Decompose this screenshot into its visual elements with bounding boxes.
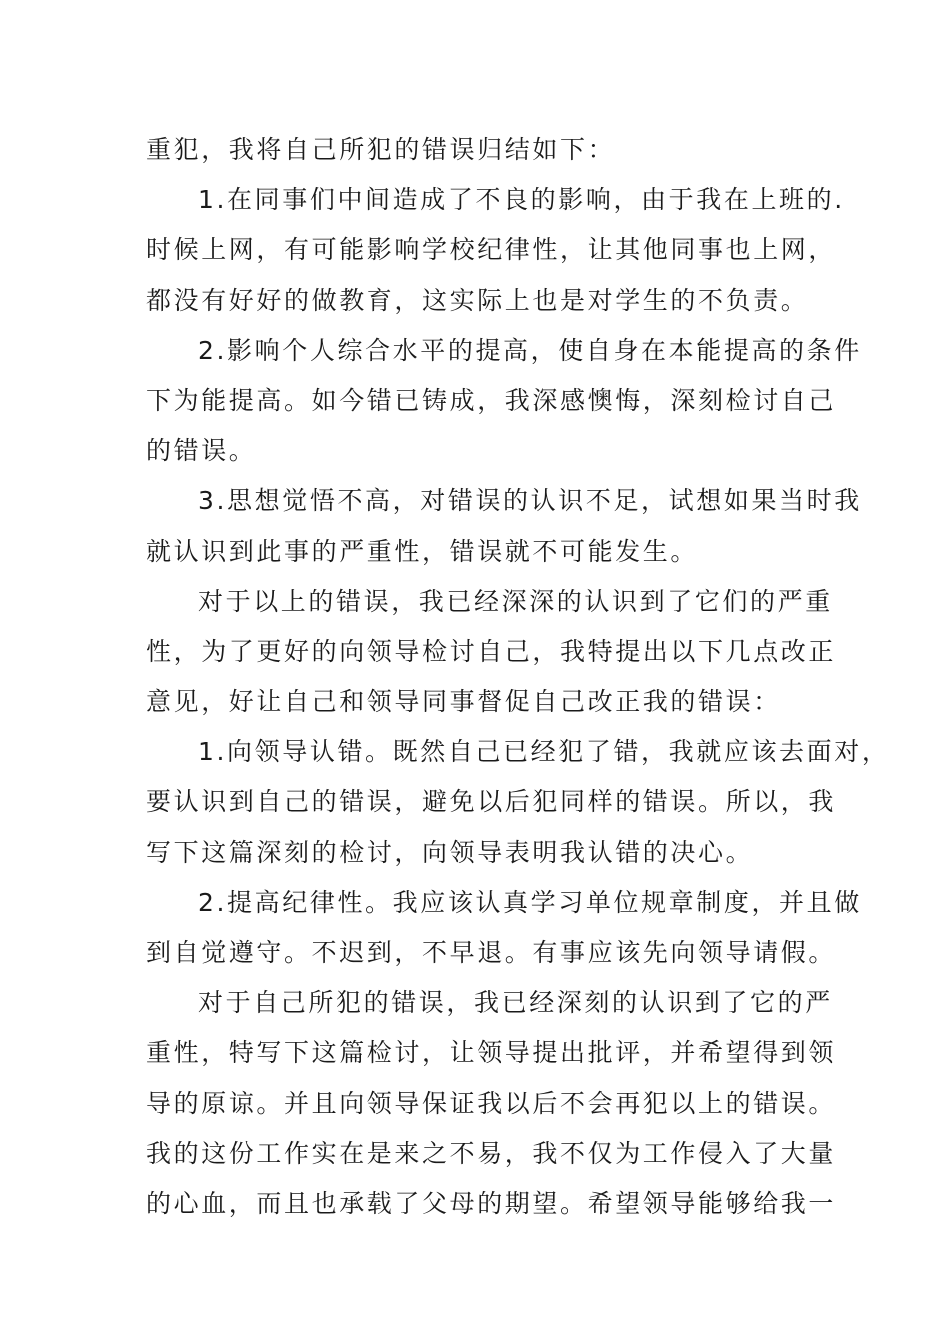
text-line: 到自觉遵守。不迟到，不早退。有事应该先向领导请假。 <box>146 938 837 967</box>
text-line: 就认识到此事的严重性，错误就不可能发生。 <box>146 536 699 566</box>
text-line: 对于以上的错误，我已经深深的认识到了它们的严重 <box>198 586 833 616</box>
text-line: 2.影响个人综合水平的提高，使自身在本能提高的条件 <box>198 335 862 365</box>
text-line: 要认识到自己的错误，避免以后犯同样的错误。所以，我 <box>146 787 837 817</box>
text-line: 的错误。 <box>146 436 257 466</box>
text-line: 性，为了更好的向领导检讨自己，我特提出以下几点改正 <box>146 636 837 666</box>
text-line: 下为能提高。如今错已铸成，我深感懊悔，深刻检讨自己 <box>146 385 837 415</box>
text-line: 1.向领导认错。既然自己已经犯了错，我就应该去面对， <box>198 737 890 767</box>
text-line: 都没有好好的做教育，这实际上也是对学生的不负责。 <box>146 285 809 315</box>
text-line: 2.提高纪律性。我应该认真学习单位规章制度，并且做 <box>198 887 862 917</box>
text-line: 写下这篇深刻的检讨，向领导表明我认错的决心。 <box>146 837 754 867</box>
text-line: 3.思想觉悟不高，对错误的认识不足，试想如果当时我 <box>198 486 862 516</box>
text-line: 重犯，我将自己所犯的错误归结如下： <box>146 135 616 164</box>
text-line: 时候上网，有可能影响学校纪律性，让其他同事也上网， <box>146 235 837 265</box>
text-line: 重性，特写下这篇检讨，让领导提出批评，并希望得到领 <box>146 1038 837 1068</box>
text-line: 意见，好让自己和领导同事督促自己改正我的错误： <box>146 687 781 717</box>
text-line: 1.在同事们中间造成了不良的影响，由于我在上班的. <box>198 185 845 215</box>
text-line: 我的这份工作实在是来之不易，我不仅为工作侵入了大量 <box>146 1138 837 1168</box>
text-line: 对于自己所犯的错误，我已经深刻的认识到了它的严 <box>198 988 833 1018</box>
document-body <box>146 125 890 1229</box>
text-line: 的心血，而且也承载了父母的期望。希望领导能够给我一 <box>146 1188 837 1218</box>
text-line: 导的原谅。并且向领导保证我以后不会再犯以上的错误。 <box>146 1088 837 1118</box>
